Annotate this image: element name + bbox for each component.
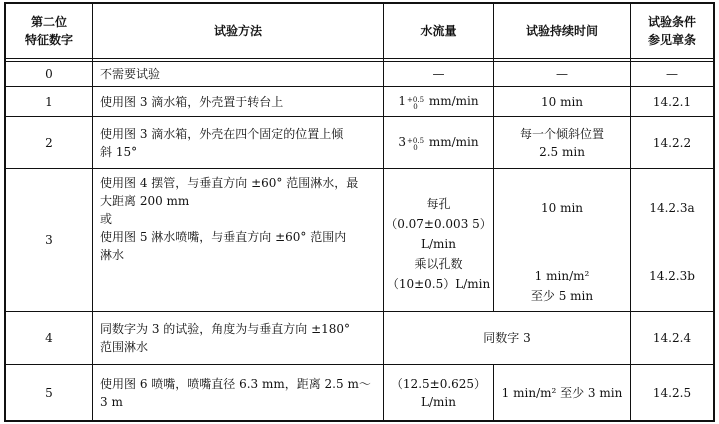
row3-duration-b-line2: 至少 5 min	[530, 289, 594, 303]
row1-flow-value	[398, 92, 478, 111]
row4-digit-value: 4	[45, 331, 53, 345]
header-duration-label: 试验持续时间	[525, 24, 598, 38]
row2-duration-line1: 每一个倾斜位置	[519, 126, 604, 141]
row1-flow-tolerance	[407, 97, 424, 111]
row0-flow-value: —	[432, 67, 445, 81]
header-digit-line2: 特征数字	[24, 33, 73, 47]
row3-method-line5: 淋水	[100, 248, 125, 262]
row0-method-line: 不需要试验	[100, 67, 161, 81]
row2-method-line1: 使用图 3 滴水箱，外壳在四个固定的位置上倾	[100, 126, 344, 141]
header-flow	[384, 4, 493, 58]
row0-duration	[494, 62, 630, 86]
row5-digit	[6, 365, 92, 420]
row1-duration	[494, 87, 630, 116]
row3-duration-b	[494, 266, 630, 306]
row1-flow-unit: mm/min	[425, 94, 479, 108]
header-reference-line1: 试验条件	[647, 15, 696, 29]
row2-flow-unit: mm/min	[425, 135, 479, 149]
table-border-right	[713, 2, 715, 422]
row2-flow-base: 3	[398, 135, 407, 149]
row3-flow-line2: （0.07±0.003 5）	[385, 217, 492, 231]
row3-method-line4: 使用图 5 淋水喷嘴，与垂直方向 ±60° 范围内	[100, 230, 347, 244]
row5-method	[93, 365, 383, 420]
row2-reference-value: 14.2.2	[652, 135, 692, 150]
row2-method-line2: 斜 15°	[100, 144, 138, 159]
row1-flow-lower: 0	[413, 103, 418, 111]
row0-digit	[6, 62, 92, 86]
row2-digit-value: 2	[45, 135, 53, 150]
row1-reference-value: 14.2.1	[652, 94, 692, 109]
row3-duration-a	[494, 197, 630, 219]
row1-digit	[6, 87, 92, 116]
header-method	[93, 4, 383, 58]
row5-flow-line1: （12.5±0.625）	[390, 376, 487, 391]
row4-method-line2: 范围淋水	[100, 340, 149, 354]
row3-reference-a	[631, 197, 713, 219]
row1-reference	[631, 87, 713, 116]
row3-digit-value: 3	[45, 233, 53, 247]
row3-flow-line1: 每孔	[426, 197, 451, 211]
row1-flow-base: 1	[398, 94, 407, 108]
row2-digit	[6, 117, 92, 168]
row5-reference	[631, 365, 713, 420]
row2-duration-line2: 2.5 min	[539, 144, 585, 159]
row3-method-line1: 使用图 4 摆管，与垂直方向 ±60° 范围淋水，最	[100, 176, 359, 190]
table-border-bottom	[4, 420, 715, 422]
row2-reference	[631, 117, 713, 168]
row4-method	[93, 312, 383, 364]
row4-method-line1: 同数字为 3 的试验，角度为与垂直方向 ±180°	[100, 322, 351, 336]
row2-flow-value	[398, 133, 478, 152]
row0-reference	[631, 62, 713, 86]
row3-method-line2: 大距离 200 mm	[100, 194, 190, 208]
row5-flow-line2: L/min	[421, 394, 456, 409]
row2-duration	[494, 117, 630, 168]
header-method-label: 试验方法	[213, 24, 262, 38]
row5-duration	[494, 365, 630, 420]
row0-reference-value: —	[666, 67, 678, 81]
row1-flow-upper: +0.5	[407, 96, 425, 104]
row3-flow-line5: （10±0.5）L/min	[386, 277, 491, 291]
row0-flow	[384, 62, 493, 86]
test-conditions-table	[4, 2, 715, 422]
header-duration	[494, 4, 630, 58]
header-reference	[631, 4, 713, 58]
row1-method	[93, 87, 383, 116]
row4-merged	[384, 312, 630, 364]
row3-reference-a-value: 14.2.3a	[649, 201, 695, 215]
row2-flow-upper: +0.5	[407, 137, 425, 145]
row2-flow	[384, 117, 493, 168]
row1-duration-value: 10 min	[540, 94, 584, 109]
row5-method-line2: 3 m	[100, 394, 123, 409]
row0-method	[93, 62, 383, 86]
row4-digit	[6, 312, 92, 364]
row1-digit-value: 1	[45, 94, 53, 109]
row3-reference-b-value: 14.2.3b	[649, 269, 695, 283]
row0-duration-value: —	[556, 67, 568, 81]
row5-duration-value: 1 min/m² 至少 3 min	[501, 385, 623, 400]
row3-method-line3: 或	[100, 212, 113, 226]
header-reference-line2: 参见章条	[647, 33, 696, 47]
row0-digit-value: 0	[45, 67, 53, 81]
row5-digit-value: 5	[45, 385, 53, 400]
row3-reference-b	[631, 266, 713, 286]
header-digit	[6, 4, 92, 58]
row2-flow-lower: 0	[413, 144, 418, 152]
row5-reference-value: 14.2.5	[652, 385, 692, 400]
row3-method	[93, 174, 383, 274]
row2-method	[93, 117, 383, 168]
header-rule	[4, 58, 715, 59]
row4-reference-value: 14.2.4	[652, 331, 692, 345]
row1-flow	[384, 87, 493, 116]
row3-digit	[6, 169, 92, 311]
header-digit-line1: 第二位	[30, 15, 67, 29]
row5-method-line1: 使用图 6 喷嘴，喷嘴直径 6.3 mm，距离 2.5 m～	[100, 376, 371, 391]
header-flow-label: 水流量	[420, 24, 457, 38]
row3-flow-line3: L/min	[421, 237, 456, 251]
row3-flow-line4: 乘以孔数	[414, 257, 463, 271]
row1-method-line: 使用图 3 滴水箱，外壳置于转台上	[100, 94, 284, 109]
row3-duration-b-line1: 1 min/m²	[534, 269, 590, 283]
row2-flow-tolerance	[407, 138, 424, 152]
row5-flow	[384, 365, 493, 420]
row-divider	[4, 168, 715, 169]
row3-duration-a-value: 10 min	[540, 201, 584, 215]
row4-merged-value: 同数字 3	[483, 331, 531, 345]
row3-flow	[384, 194, 493, 308]
row4-reference	[631, 312, 713, 364]
